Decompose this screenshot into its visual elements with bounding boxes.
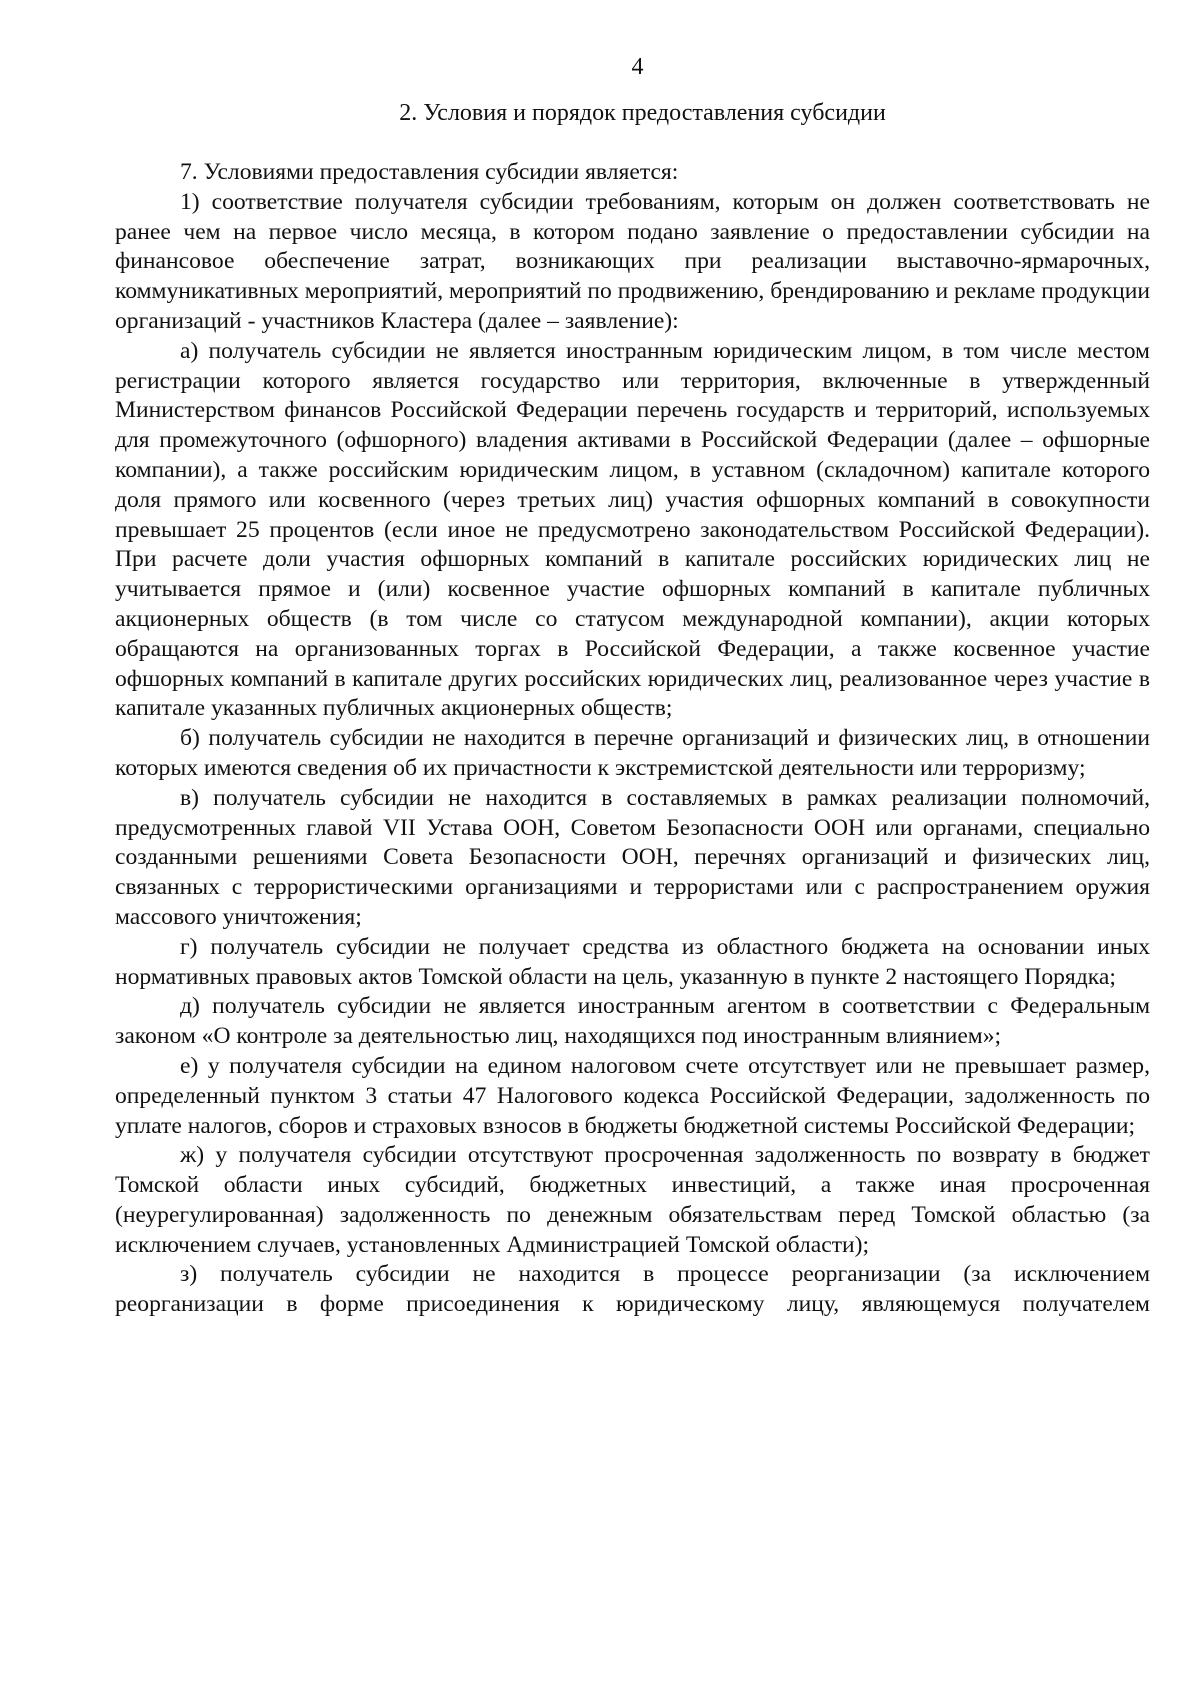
paragraph-subclause-1: 1) соответствие получателя субсидии требованиям, которым он должен соответствовать не ранее чем на первое число месяца, в котором подано заявление о предоставлении субсидии на финансовое обеспечение затрат, возникающих при реализации выставочно-ярмарочных, коммуникативных мероприятий, мероприятий по продвижению, брендированию и рекламе продукции организаций - участников Кластера (далее – заявление): xyxy=(115,188,1150,334)
paragraph-item-d: д) получатель субсидии не является иностранным агентом в соответствии с Федеральным законом «О контроле за деятельностью лиц, находящихся под иностранным влиянием»; xyxy=(115,993,1150,1050)
paragraph-item-b: б) получатель субсидии не находится в перечне организаций и физических лиц, в отношении которых имеются сведения об их причастности к экстремистской деятельности или терроризму; xyxy=(115,725,1150,781)
paragraph-item-e: е) у получателя субсидии на едином налоговом счете отсутствует или не превышает размер, определенный пунктом 3 статьи 47 Налогового кодекса Российской Федерации, задолженность по уплате налогов, сборов и страховых взносов в бюджеты бюджетной системы Российской Федерации; xyxy=(115,1052,1150,1139)
document-page xyxy=(115,52,1150,1320)
paragraph-item-z: з) получатель субсидии не находится в процессе реорганизации (за исключением реорганизации в форме присоединения к юридическому лицу, являющемуся получателем xyxy=(115,1261,1150,1318)
section-title: 2. Условия и порядок предоставления субсидии xyxy=(399,100,886,126)
page-number: 4 xyxy=(631,54,644,80)
paragraph-item-a: а) получатель субсидии не является иностранным юридическим лицом, в том числе местом регистрации которого является государство или территория, включенные в утвержденный Министерством финансов Российской Федерации перечень государств и территорий, используемых для промежуточного (офшорного) владения активами в Российской Федерации (далее – офшорные компании), а также российским юридическим лицом, в уставном (складочном) капитале которого доля прямого или косвенного (через третьих лиц) участия офшорных компаний в совокупности превышает 25 процентов (если иное не предусмотрено законодательством Российской Федерации). При расчете доли участия офшорных компаний в капитале российских юридических лиц не учитывается прямое и (или) косвенное участие офшорных компаний в капитале публичных акционерных обществ (в том числе со статусом международной компании), акции которых обращаются на организованных торгах в Российской Федерации, а также косвенное участие офшорных компаний в капитале других российских юридических лиц, реализованное через участие в капитале указанных публичных акционерных обществ; xyxy=(115,337,1150,722)
paragraph-clause-7: 7. Условиями предоставления субсидии является: xyxy=(180,159,679,185)
paragraph-item-v: в) получатель субсидии не находится в составляемых в рамках реализации полномочий, предусмотренных главой VII Устава ООН, Советом Безопасности ООН или органами, специально созданными решениями Совета Безопасности ООН, перечнях организаций и физических лиц, связанных с террористическими организациями и террористами или с распространением оружия массового уничтожения; xyxy=(115,784,1150,930)
paragraph-item-zh: ж) у получателя субсидии отсутствуют просроченная задолженность по возврату в бюджет Томской области иных субсидий, бюджетных инвестиций, а также иная просроченная (неурегулированная) задолженность по денежным обязательствам перед Томской областью (за исключением случаев, установленных Администрацией Томской области); xyxy=(115,1142,1150,1258)
paragraph-item-g: г) получатель субсидии не получает средства из областного бюджета на основании иных нормативных правовых актов Томской области на цель, указанную в пункте 2 настоящего Порядка; xyxy=(115,933,1150,990)
